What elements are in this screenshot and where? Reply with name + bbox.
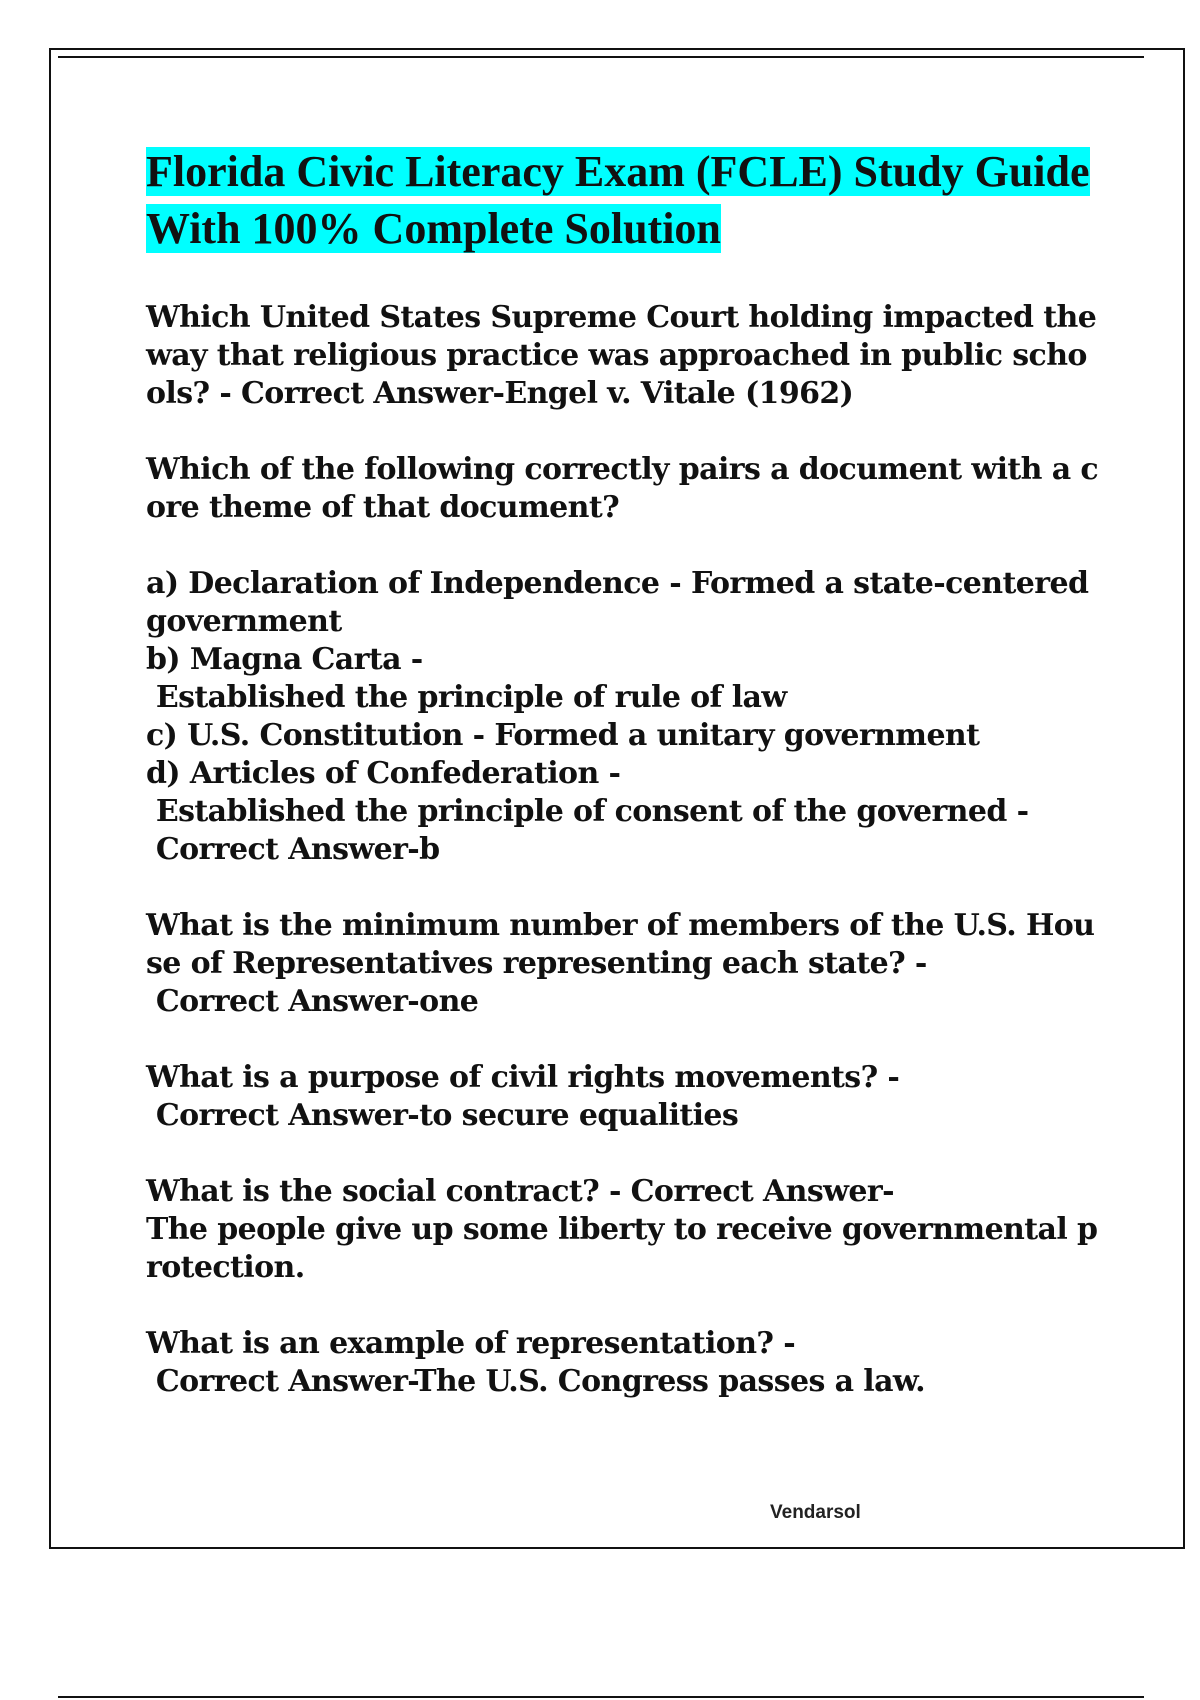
- document-title: [146, 143, 1106, 257]
- qa-item-7: What is an example of representation? - Correct Answer-The U.S. Congress passes a law.: [146, 1326, 925, 1399]
- document-body: [146, 143, 1106, 1439]
- qa-item-1: Which United States Supreme Court holding impacted the way that religious practice was approached in public schools? - Correct Answer-Engel v. Vitale (1962): [146, 300, 1107, 411]
- qa-item-2: Which of the following correctly pairs a document with a core theme of that document?: [146, 452, 1099, 525]
- qa-item-3: a) Declaration of Independence - Formed a state-centered government b) Magna Carta - Established the principle of rule of law c) U.S. Constitution - Formed a unitary government d) Articles of Confederation - Established the principle of consent of the governed - Correct Answer-b: [146, 566, 1089, 867]
- bottom-rule: [58, 1696, 1144, 1698]
- qa-item-5: What is a purpose of civil rights movements? - Correct Answer-to secure equalities: [146, 1060, 900, 1133]
- footer-brand: Vendarsol: [770, 1502, 861, 1523]
- title-highlight: Florida Civic Literacy Exam (FCLE) Study Guide With 100% Complete Solution: [146, 147, 1090, 253]
- qa-item-4: What is the minimum number of members of the U.S. House of Representatives representing each state? - Correct Answer-one: [146, 908, 1095, 1019]
- qa-item-6: What is the social contract? - Correct Answer- The people give up some liberty to receive governmental protection.: [146, 1174, 1098, 1285]
